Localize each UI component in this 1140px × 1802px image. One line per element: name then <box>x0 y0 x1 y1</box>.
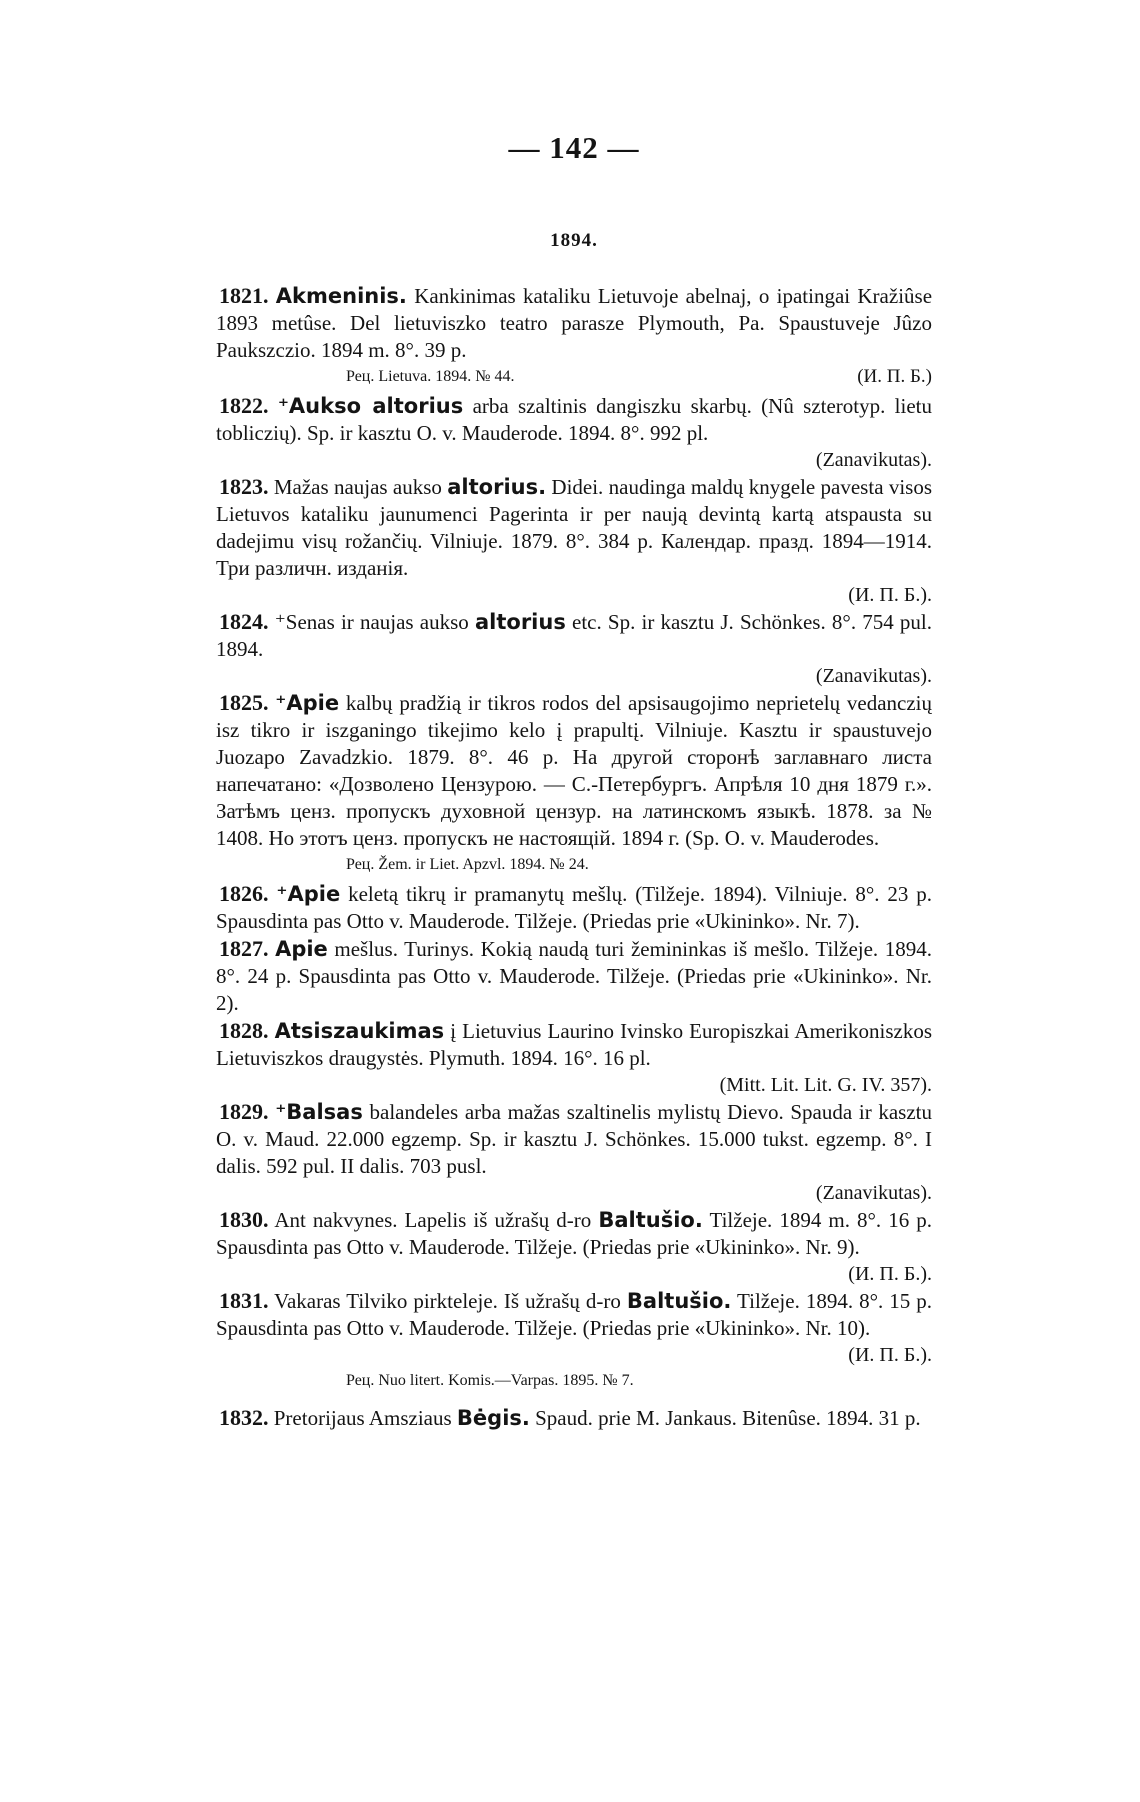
entry-body: Spaud. prie M. Jankaus. Bitenûse. 1894. 31 p. <box>535 1406 921 1430</box>
entry-number: 1824. <box>219 609 269 634</box>
entry-body: etc. Sp. ir kasztu J. Schönkes. 8°. 754 pul. 1894. <box>216 610 933 661</box>
entry-title: Baltušio. <box>626 1289 732 1313</box>
entry-title: altorius <box>474 610 566 634</box>
entry-body: mešlus. Turinys. Kokią naudą turi žemininkas iš mešlo. Tilžeje. 1894. 8°. 24 p. Spausdinta pas Otto v. Mauderode. Tilžeje. (Priedas prie «Ukininko». Nr. 2). <box>216 937 932 1015</box>
entry-number: 1829. <box>219 1099 269 1124</box>
entry-1829 <box>216 1098 932 1206</box>
entry-text <box>216 1017 932 1072</box>
entry-text <box>216 935 932 1017</box>
entry-text <box>216 1287 932 1342</box>
entry-title: Baltušio. <box>598 1208 703 1232</box>
review-reference <box>216 366 932 388</box>
entry-title-plain: ⁺Senas ir naujas aukso <box>274 610 469 634</box>
entry-title: Atsiszaukimas <box>274 1019 445 1043</box>
entry-title: Akmeninis. <box>275 284 407 308</box>
entry-title: ⁺Balsas <box>275 1100 363 1124</box>
entry-text <box>216 689 932 852</box>
source-tag: (И. П. Б.). <box>848 1263 932 1285</box>
page-number: — 142 — <box>508 130 640 165</box>
entry-number: 1831. <box>219 1288 269 1313</box>
source-tag: (Mitt. Lit. Lit. G. IV. 357). <box>719 1074 932 1096</box>
entry-title: ⁺Apie <box>275 691 340 715</box>
entry-number: 1826. <box>219 881 269 906</box>
entry-number: 1822. <box>219 393 269 418</box>
source-tag: (И. П. Б.). <box>848 1344 932 1366</box>
entry-body: Tilžeje. 1894 m. 8°. 16 p. Spausdinta pas Otto v. Mauderode. Tilžeje. (Priedas prie «Ukininko». Nr. 9). <box>216 1208 932 1259</box>
entry-1830 <box>216 1206 932 1287</box>
entry-1823 <box>216 473 932 608</box>
source-tag: (Zanavikutas). <box>815 1182 932 1204</box>
entry-1826 <box>216 880 932 935</box>
entry-1832 <box>216 1404 932 1432</box>
entry-text <box>216 1098 932 1180</box>
review-text: Рец. Lietuva. 1894. № 44. <box>346 368 515 385</box>
spacer <box>216 1396 932 1404</box>
entry-body: Didei. naudinga maldų knygele pavesta visos Lietuvos kataliku jaunumenci Pagerinta ir per naują devintą kartą atspausta su dadejimu visų rožančių. Vilniuje. 1879. 8°. 384 p. Календар. празд. 1894—1914. Три различн. изданія. <box>216 475 933 580</box>
entry-body: arba szaltinis dangiszku skarbų. (Nû szterotyp. lietu tobliczių). Sp. ir kasztu O. v. Mauderode. 1894. 8°. 992 pl. <box>216 394 933 445</box>
entry-title: Apie <box>275 937 328 961</box>
review-reference <box>216 854 932 876</box>
review-reference <box>216 1370 932 1392</box>
year-heading: 1894. <box>550 230 598 251</box>
entry-body: keletą tikrų ir pramanytų mešlų. (Tilžeje. 1894). Vilniuje. 8°. 23 p. Spausdinta pas Otto v. Mauderode. Tilžeje. (Priedas prie «Ukininko». Nr. 7). <box>216 882 932 933</box>
entry-text <box>216 1206 932 1261</box>
entry-number: 1823. <box>219 474 269 499</box>
review-text: Рец. Nuo litert. Komis.—Varpas. 1895. № 7. <box>346 1372 634 1389</box>
entry-title-plain: Pretorijaus Amsziaus <box>273 1406 452 1430</box>
source-tag: (Zanavikutas). <box>815 665 932 687</box>
entry-number: 1827. <box>219 936 269 961</box>
entry-number: 1821. <box>219 283 269 308</box>
entry-text <box>216 880 932 935</box>
entry-number: 1830. <box>219 1207 269 1232</box>
entry-body: į Lietuvius Laurino Ivinsko Europiszkai Amerikoniszkos Lietuviszkos draugystės. Plymuth. 1894. 16°. 16 pl. <box>216 1019 933 1070</box>
review-text: Рец. Žem. ir Liet. Apzvl. 1894. № 24. <box>346 856 589 873</box>
entry-title: ⁺Aukso altorius <box>277 394 464 418</box>
entry-body: balandeles arba mažas szaltinelis mylistų Dievo. Spauda ir kasztu O. v. Maud. 22.000 egzemp. Sp. ir kasztu J. Schönkes. 15.000 tukst. egzemp. 8°. I dalis. 592 pul. II dalis. 703 pusl. <box>216 1100 933 1178</box>
entry-text <box>216 392 932 447</box>
entry-title: Bėgis. <box>456 1406 530 1430</box>
entry-title-plain: Ant nakvynes. Lapelis iš užrašų d-ro <box>274 1208 592 1232</box>
entry-1831 <box>216 1287 932 1392</box>
entry-text <box>216 608 932 663</box>
entry-1827 <box>216 935 932 1017</box>
entry-title-plain: Mažas naujas aukso <box>273 475 442 499</box>
entry-list <box>216 282 932 1432</box>
entry-1825 <box>216 689 932 876</box>
entry-1822 <box>216 392 932 473</box>
entry-1824 <box>216 608 932 689</box>
entry-body: Tilžeje. 1894. 8°. 15 p. Spausdinta pas Otto v. Mauderode. Tilžeje. (Priedas prie «Ukininko». Nr. 10). <box>216 1289 933 1340</box>
source-tag: (Zanavikutas). <box>815 449 932 471</box>
source-code: (И. П. Б.) <box>857 366 932 387</box>
entry-1828 <box>216 1017 932 1098</box>
entry-number: 1832. <box>219 1405 269 1430</box>
entry-number: 1825. <box>219 690 269 715</box>
entry-title: altorius. <box>447 475 547 499</box>
source-tag: (И. П. Б.). <box>848 584 932 606</box>
entry-1821 <box>216 282 932 388</box>
entry-title-plain: Vakaras Tilviko pirkteleje. Iš užrašų d-ro <box>274 1289 621 1313</box>
entry-number: 1828. <box>219 1018 269 1043</box>
entry-body: Kankinimas kataliku Lietuvoje abelnaj, o ipatingai Kražiûse 1893 metûse. Del lietuviszko teatro parasze Plymouth, Pa. Spaustuveje Jûzo Paukszczio. 1894 m. 8°. 39 p. <box>216 284 933 362</box>
entry-text <box>216 282 932 364</box>
entry-text <box>216 473 932 582</box>
entry-body: kalbų pradžią ir tikros rodos del apsisaugojimo neprietelų vedanczių isz tikro ir iszganingo tikejimo kelo į prapultį. Vilniuje. Kasztu ir spaustuvejo Juozapo Zavadzkio. 1879. 8°. 46 p. На другой сторонѣ заглавнаго листа напечатано: «Дозволено Цензурою. — С.-Петербургъ. Апрѣля 10 дня 1879 г.». Затѣмъ ценз. пропускъ духовной цензур. на латинскомъ языкѣ. 1878. за № 1408. Но этотъ ценз. пропускъ не настоящій. 1894 г. (Sp. O. v. Mauderodes. <box>216 691 933 850</box>
entry-text <box>216 1404 932 1432</box>
entry-title: ⁺Apie <box>276 882 341 906</box>
